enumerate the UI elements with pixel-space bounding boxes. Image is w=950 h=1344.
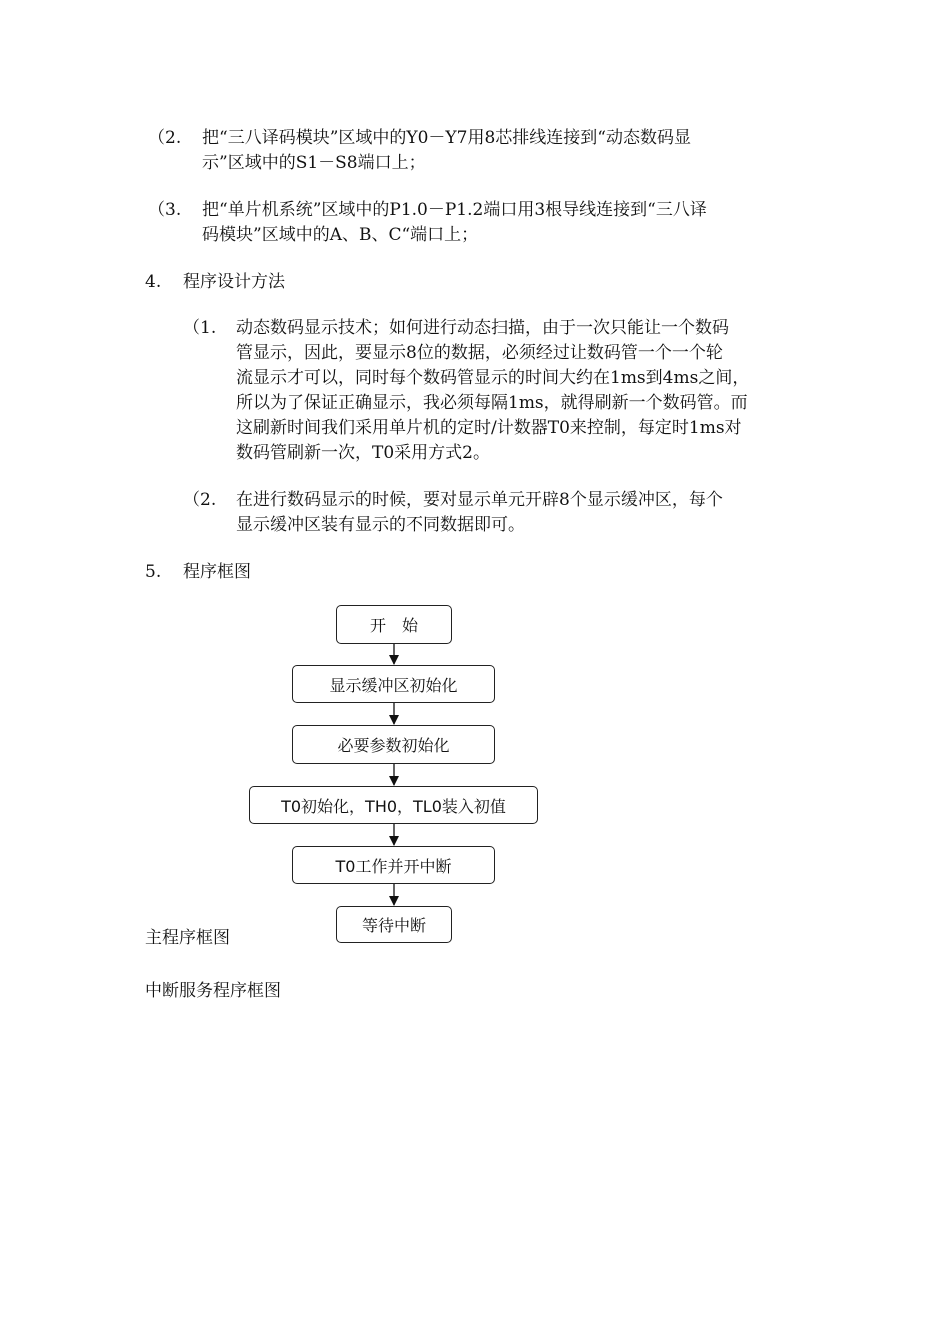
text-line: 显示缓冲区装有显示的不同数据即可。 bbox=[236, 515, 525, 535]
item-number: （2. bbox=[183, 490, 217, 510]
section-title: 程序设计方法 bbox=[183, 272, 285, 292]
text-line: 把“三八译码模块”区域中的Y0－Y7用8芯排线连接到“动态数码显 bbox=[202, 128, 691, 148]
flow-step-init-params: 必要参数初始化 bbox=[292, 725, 495, 764]
text-line: 在进行数码显示的时候，要对显示单元开辟8个显示缓冲区，每个 bbox=[236, 490, 723, 510]
flow-step-t0-run: T0工作并开中断 bbox=[292, 846, 495, 884]
item-number: （3. bbox=[148, 200, 182, 220]
section-title: 程序框图 bbox=[183, 562, 251, 582]
flow-step-wait-interrupt: 等待中断 bbox=[336, 906, 452, 943]
flow-step-init-t0: T0初始化，TH0，TL0装入初值 bbox=[249, 786, 538, 824]
main-program-caption: 主程序框图 bbox=[145, 928, 230, 948]
item-number: （1. bbox=[183, 318, 217, 338]
text-line: 管显示，因此，要显示8位的数据，必须经过让数码管一个一个轮 bbox=[236, 343, 723, 363]
text-line: 数码管刷新一次，T0采用方式2。 bbox=[236, 443, 490, 463]
text-line: 所以为了保证正确显示，我必须每隔1ms，就得刷新一个数码管。而 bbox=[236, 393, 748, 413]
section-number: 4. bbox=[145, 272, 162, 292]
text-line: 这刷新时间我们采用单片机的定时/计数器T0来控制，每定时1ms对 bbox=[236, 418, 742, 438]
text-line: 动态数码显示技术；如何进行动态扫描，由于一次只能让一个数码 bbox=[236, 318, 729, 338]
item-number: （2. bbox=[148, 128, 182, 148]
text-line: 示”区域中的S1－S8端口上； bbox=[202, 153, 426, 173]
flow-step-init-buffer: 显示缓冲区初始化 bbox=[292, 665, 495, 703]
text-line: 把“单片机系统”区域中的P1.0－P1.2端口用3根导线连接到“三八译 bbox=[202, 200, 707, 220]
isr-program-caption: 中断服务程序框图 bbox=[145, 981, 281, 1001]
text-line: 流显示才可以，同时每个数码管显示的时间大约在1ms到4ms之间， bbox=[236, 368, 750, 388]
section-number: 5. bbox=[145, 562, 162, 582]
flow-step-start: 开 始 bbox=[336, 605, 452, 644]
text-line: 码模块”区域中的A、B、C“端口上； bbox=[202, 225, 479, 245]
